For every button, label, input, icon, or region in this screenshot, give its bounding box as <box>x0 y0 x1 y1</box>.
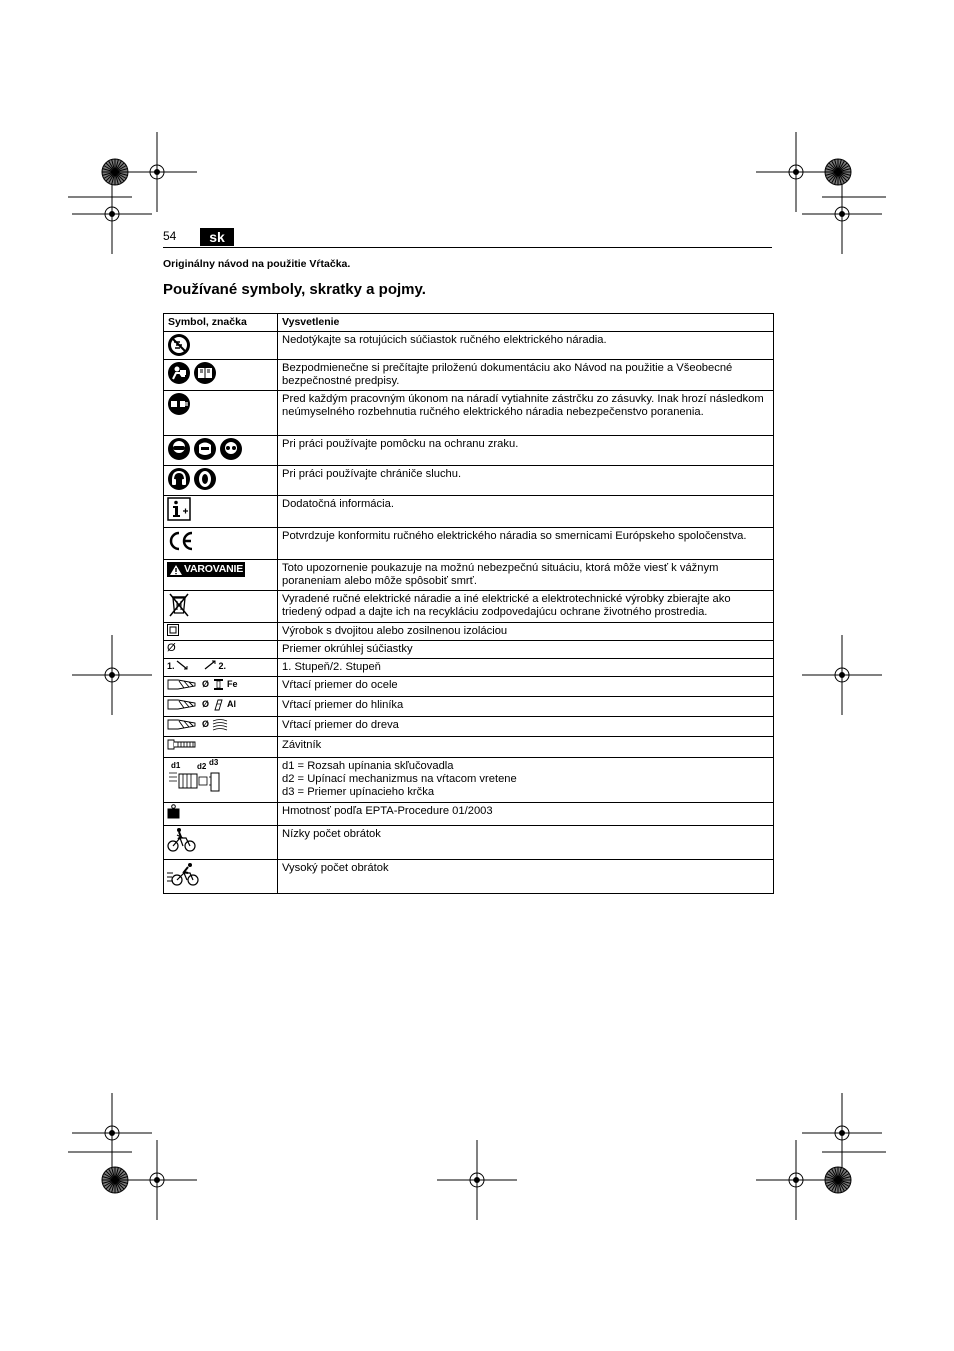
symbol-cell <box>164 560 278 591</box>
material-label: Al <box>227 699 237 709</box>
step-2-label: 2. <box>218 661 227 671</box>
symbol-cell <box>164 436 278 466</box>
read-manual-book-icon <box>193 361 217 385</box>
weee-bin-icon <box>167 592 191 618</box>
symbol-cell <box>164 677 278 697</box>
read-manual-person-icon <box>167 361 191 385</box>
table-row <box>164 560 774 591</box>
explanation-text: Vyradené ručné elektrické náradie a iné elektrické a elektrotechnické výrobky zbierajte ako triedený odpad a dajte ich na recykláciu zodpovedajúcu ochrane životného prostredia. <box>282 593 731 618</box>
table-row <box>164 496 774 528</box>
table-row <box>164 860 774 894</box>
drill-bit-icon <box>167 718 197 731</box>
symbol-cell <box>164 737 278 758</box>
symbol-cell <box>164 697 278 717</box>
low-speed-cyclist-icon <box>167 827 197 853</box>
symbols-table <box>163 313 774 894</box>
dimension-label: d2 <box>197 762 207 771</box>
language-badge: sk <box>200 228 234 246</box>
explanation-text: Hmotnosť podľa EPTA-Procedure 01/2003 <box>282 805 493 817</box>
table-row <box>164 737 774 758</box>
table-row <box>164 677 774 697</box>
symbol-cell <box>164 528 278 560</box>
table-row <box>164 826 774 860</box>
symbol-cell <box>164 591 278 623</box>
table-row <box>164 717 774 737</box>
drill-bit-icon <box>167 678 197 691</box>
table-row <box>164 391 774 436</box>
diameter-icon: Ø <box>202 699 210 709</box>
explanation-cell <box>278 591 774 623</box>
gear-step-icon <box>167 661 226 671</box>
explanation-text: Pred každým pracovným úkonom na náradí vytiahnite zástrčku zo zásuvky. Inak hrozí následkom neúmyselného rozbehnutia ručného elektrického náradia nebezpečenstvo poranenia. <box>282 393 764 418</box>
explanation-cell <box>278 560 774 591</box>
weight-icon <box>167 804 180 819</box>
step-2-arrow-icon <box>203 660 217 670</box>
explanation-text: Potvrdzuje konformitu ručného elektrického náradia so smernicami Európskeho spoločenstva. <box>282 530 747 542</box>
explanation-text: d2 = Upínací mechanizmus na vŕtacom vretene <box>282 773 517 785</box>
page-number: 54 <box>163 229 177 243</box>
wood-icon <box>212 718 228 731</box>
document-subtitle: Originálny návod na použitie Vŕtačka. <box>163 258 351 270</box>
symbol-cell <box>164 641 278 659</box>
explanation-text: Nízky počet obrátok <box>282 828 381 840</box>
explanation-text: Dodatočná informácia. <box>282 498 394 510</box>
diameter-icon: Ø <box>202 679 210 689</box>
table-row <box>164 623 774 641</box>
high-speed-cyclist-icon <box>167 861 199 887</box>
explanation-text: Priemer okrúhlej súčiastky <box>282 643 413 655</box>
table-header-row <box>164 314 774 332</box>
unplug-icon <box>167 392 191 416</box>
column-header-explanation: Vysvetlenie <box>278 314 774 332</box>
drill-bit-icon <box>167 698 197 711</box>
info-icon <box>167 497 191 521</box>
symbol-cell <box>164 496 278 528</box>
step-1-label: 1. <box>167 661 175 671</box>
steel-icon <box>212 678 225 691</box>
explanation-cell <box>278 496 774 528</box>
table-row <box>164 528 774 560</box>
symbol-cell <box>164 360 278 391</box>
double-insulation-icon <box>167 624 179 636</box>
eye-protection-icon <box>167 437 191 461</box>
explanation-cell <box>278 466 774 496</box>
section-title: Používané symboly, skratky a pojmy. <box>163 281 426 298</box>
explanation-text: Pri práci používajte chrániče sluchu. <box>282 468 462 480</box>
explanation-cell <box>278 623 774 641</box>
table-row <box>164 360 774 391</box>
explanation-cell <box>278 436 774 466</box>
explanation-text: Vŕtací priemer do hliníka <box>282 699 404 711</box>
table-row <box>164 332 774 360</box>
explanation-cell <box>278 641 774 659</box>
explanation-cell <box>278 826 774 860</box>
page-header <box>163 228 772 248</box>
warning-badge-label: VAROVANIE <box>184 563 244 575</box>
explanation-text: Vysoký počet obrátok <box>282 862 389 874</box>
explanation-cell <box>278 803 774 826</box>
explanation-cell <box>278 332 774 360</box>
table-row <box>164 803 774 826</box>
symbol-cell <box>164 391 278 436</box>
explanation-cell <box>278 860 774 894</box>
symbol-cell <box>164 332 278 360</box>
explanation-text: Závitník <box>282 739 322 751</box>
symbol-cell <box>164 826 278 860</box>
symbol-cell <box>164 803 278 826</box>
column-header-symbol: Symbol, značka <box>164 314 278 332</box>
symbol-cell <box>164 860 278 894</box>
symbol-cell <box>164 717 278 737</box>
symbol-cell <box>164 758 278 803</box>
diameter-icon: Ø <box>202 719 210 729</box>
symbol-cell <box>164 659 278 677</box>
explanation-cell <box>278 528 774 560</box>
tap-icon <box>167 738 197 751</box>
explanation-text: Výrobok s dvojitou alebo zosilnenou izoláciou <box>282 625 508 637</box>
explanation-text: Vŕtací priemer do ocele <box>282 679 398 691</box>
table-row <box>164 758 774 803</box>
explanation-cell <box>278 677 774 697</box>
aluminium-icon <box>212 698 225 711</box>
explanation-text: d3 = Priemer upínacieho krčka <box>282 786 435 798</box>
face-shield-icon <box>193 437 217 461</box>
step-1-arrow-icon <box>175 660 189 670</box>
table-row <box>164 641 774 659</box>
diameter-icon: Ø <box>167 642 176 654</box>
explanation-cell <box>278 391 774 436</box>
ear-protection-icon <box>193 467 217 491</box>
explanation-text: Toto upozornenie poukazuje na možnú nebezpečnú situáciu, ktorá môže viesť k vážnym poraneniam alebo môže spôsobiť smrť. <box>282 562 719 587</box>
explanation-text: Bezpodmienečne si prečítajte priloženú dokumentáciu ako Návod na použitie a Všeobecné bezpečnostné predpisy. <box>282 362 733 387</box>
ce-mark-icon <box>167 529 195 553</box>
explanation-cell <box>278 758 774 803</box>
explanation-text: Pri práci používajte pomôcku na ochranu zraku. <box>282 438 519 450</box>
explanation-cell <box>278 697 774 717</box>
explanation-cell <box>278 737 774 758</box>
explanation-text: 1. Stupeň/2. Stupeň <box>282 661 381 673</box>
explanation-cell <box>278 717 774 737</box>
ear-muffs-icon <box>167 467 191 491</box>
symbol-cell <box>164 466 278 496</box>
material-label: Fe <box>227 679 238 689</box>
explanation-text: Vŕtací priemer do dreva <box>282 719 399 731</box>
no-touch-rotating-parts-icon <box>167 333 191 357</box>
dimension-label: d1 <box>171 761 181 770</box>
explanation-cell <box>278 360 774 391</box>
symbol-cell <box>164 623 278 641</box>
table-row <box>164 436 774 466</box>
explanation-text: d1 = Rozsah upínania skľučovadla <box>282 760 454 772</box>
table-row <box>164 697 774 717</box>
table-row <box>164 466 774 496</box>
dimension-label: d3 <box>209 758 219 767</box>
warning-badge <box>167 562 245 577</box>
table-row <box>164 659 774 677</box>
explanation-text: Nedotýkajte sa rotujúcich súčiastok ručného elektrického náradia. <box>282 334 607 346</box>
table-row <box>164 591 774 623</box>
goggles-icon <box>219 437 243 461</box>
explanation-cell <box>278 659 774 677</box>
